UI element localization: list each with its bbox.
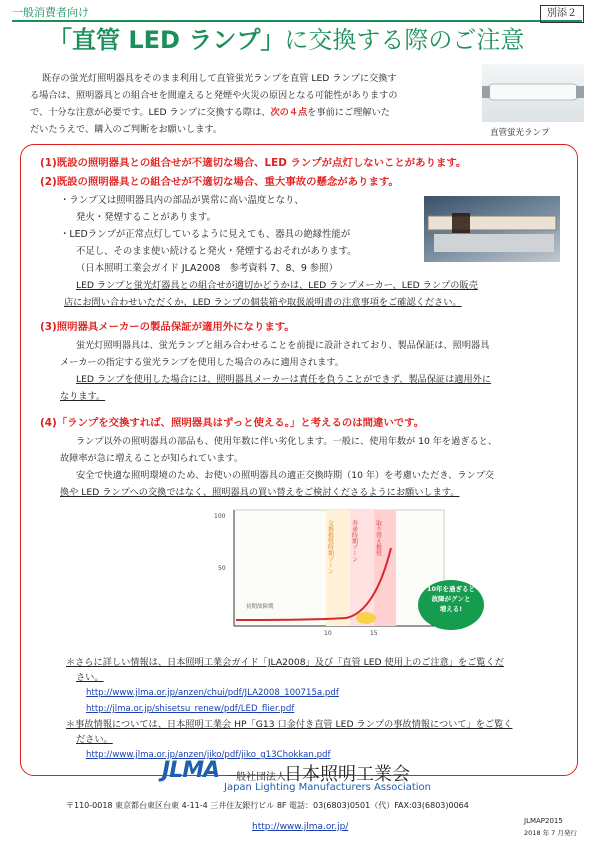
accident-info-link[interactable]: http://www.jlma.or.jp/anzen/jiko/pdf/jiko_g13Chokkan.pdf <box>86 750 331 760</box>
jlma-logo: JLMA <box>162 758 220 783</box>
fluorescent-lamp-photo <box>482 64 584 122</box>
advice-line: LED ランプと蛍光灯器具との組合せが適切かどうかは、LED ランプメーカー、LED ランプの販売 <box>76 280 478 291</box>
item3-line: メーカーの指定する蛍光ランプを使用した場合のみに適用されます。 <box>60 357 344 368</box>
reference-note: ださい。 <box>76 734 113 745</box>
title-highlight: 「直管 LED ランプ」 <box>48 26 285 54</box>
item4-line: 安全で快適な照明環境のため、お使いの照明器具の適正交換時期（10 年）を考慮いただき、ランプ交 <box>76 470 495 481</box>
item4-line: 換や LED ランプへの交換ではなく、照明器具の買い替えをご検討くださるようにお願いします。 <box>60 487 460 498</box>
appendix-badge: 別添２ <box>540 5 584 23</box>
org-website-link[interactable] <box>252 814 348 833</box>
lamp-tube-icon <box>482 64 584 122</box>
item2-advice <box>60 277 570 311</box>
led-flier-link[interactable]: http://jlma.or.jp/shisetsu_renew/pdf/LED_flier.pdf <box>86 704 295 714</box>
item2-heading: (2)既設の照明器具との組合せが不適切な場合、重大事故の懸念があります。 <box>40 176 399 188</box>
reference-note: さい。 <box>76 672 104 683</box>
zone-label-recommend: 取り替え推奨 <box>374 520 382 556</box>
zone-label-initial: 初期故障期 <box>246 604 274 610</box>
item4-line: 故障率が急に増えることが知られています。 <box>60 453 244 464</box>
jla2008-link[interactable]: http://www.jlma.or.jp/anzen/chui/pdf/JLA2008_100715a.pdf <box>86 688 339 698</box>
reference-note: ＊さらに詳しい情報は、日本照明工業会ガイド「JLA2008」及び「直管 LED 使用上のご注意」をご覧くだ <box>66 657 504 668</box>
wear-marker <box>356 612 376 624</box>
damaged-lamp-icon <box>424 196 560 262</box>
audience-label: 一般消費者向け <box>12 6 89 19</box>
bullet-line: ・LEDランプが正常点灯しているように見えても、器具の絶縁性能が <box>60 229 351 240</box>
item3-line: LED ランプを使用した場合には、照明器具メーカーは責任を負うことができず、製品保証は適用外に <box>76 374 492 385</box>
intro-text <box>30 70 470 138</box>
item3-line: 蛍光灯照明器具は、蛍光ランプと組み合わせることを前提に設計されており、製品保証は、照明器具 <box>76 340 490 351</box>
item3-line: なります。 <box>60 391 106 402</box>
org-name: 日本照明工業会 <box>284 764 410 785</box>
intro-line: 既存の蛍光灯照明器具をそのまま利用して直管蛍光ランプを直管 LED ランプに交換す <box>42 73 397 84</box>
zone-label-life: 寿命時期ゾーン <box>350 520 358 562</box>
bullet-line: 不足し、そのまま使い続けると発火・発煙するおそれがあります。 <box>76 246 357 257</box>
failure-rate-chart <box>206 508 450 646</box>
doc-code: JLMAP2015 <box>524 817 563 825</box>
photo-caption: 直管蛍光ランプ <box>490 128 550 138</box>
y-tick-100: 100 <box>214 513 226 520</box>
website-link[interactable]: http://www.jlma.or.jp/ <box>252 822 349 832</box>
address: 〒110-0018 東京都台東区台東 4-11-4 三井住友銀行ビル 8F 電話：03(6803)0501（代）FAX:03(6803)0064 <box>66 801 469 810</box>
intro-line: る場合は、照明器具との組合せを間違えると発煙や火災の原因となる可能性がありますの <box>30 90 398 101</box>
org-prefix: 一般社団法人 <box>226 772 286 783</box>
reference-note: ＊事故情報については、日本照明工業会 HP「G13 口金付き直管 LED ランプの事故情報について」をご覧く <box>66 719 513 730</box>
item3-heading: (3)照明器具メーカーの製品保証が適用外になります。 <box>40 321 295 333</box>
org-english-name: Japan Lighting Manufacturers Association <box>224 782 431 793</box>
issue-date: 2018 年 7 月発行 <box>524 829 577 837</box>
item4-text <box>60 433 570 501</box>
page-title <box>48 20 524 55</box>
item4-heading: (4)「ランプを交換すれば、照明器具はずっと使える。」と考えるのは間違いです。 <box>40 417 425 429</box>
bullet-line: 発火・発煙することがあります。 <box>76 212 216 223</box>
item3-text <box>60 337 570 405</box>
callout-line: 故障がグンと <box>431 595 471 603</box>
x-tick-15: 15 <box>370 630 378 637</box>
intro-line-part: を事前にご理解いた <box>307 107 390 118</box>
x-tick-10: 10 <box>324 630 332 637</box>
callout-line: 10年を過ぎると <box>426 585 476 593</box>
four-points-highlight: 次の４点 <box>270 107 308 118</box>
burnt-fixture-photo <box>424 196 560 262</box>
item1-heading: (1)既設の照明器具との組合せが不適切な場合、LED ランプが点灯しないことがあります。 <box>40 157 467 169</box>
reference-line: （日本照明工業会ガイド JLA2008 参考資料 7、8、9 参照） <box>76 263 338 274</box>
item2-bullets <box>60 192 420 277</box>
title-rest: に交換する際のご注意 <box>284 26 525 54</box>
advice-line: 店にお問い合わせいただくか、LED ランプの個装箱や取扱説明書の注意事項をご確認ください。 <box>64 297 462 308</box>
intro-line-part: で、十分な注意が必要です。LED ランプに交換する際は、 <box>30 107 271 118</box>
failure-rate-chart-svg <box>206 508 450 646</box>
callout-line: 増える! <box>439 605 463 613</box>
intro-line <box>30 104 470 121</box>
chart-callout <box>418 580 484 630</box>
item4-line: ランプ以外の照明器具の部品も、使用年数に伴い劣化します。一般に、使用年数が 10 年を過ぎると、 <box>76 436 498 447</box>
references <box>66 655 566 763</box>
y-tick-50: 50 <box>218 565 226 572</box>
intro-line: だいたうえで、購入のご判断をお願いします。 <box>30 124 223 135</box>
zone-label-replace: 交換推奨時期ゾーン <box>326 520 334 574</box>
bullet-line: ・ランプ又は照明器具内の部品が異常に高い温度となり、 <box>60 195 304 206</box>
